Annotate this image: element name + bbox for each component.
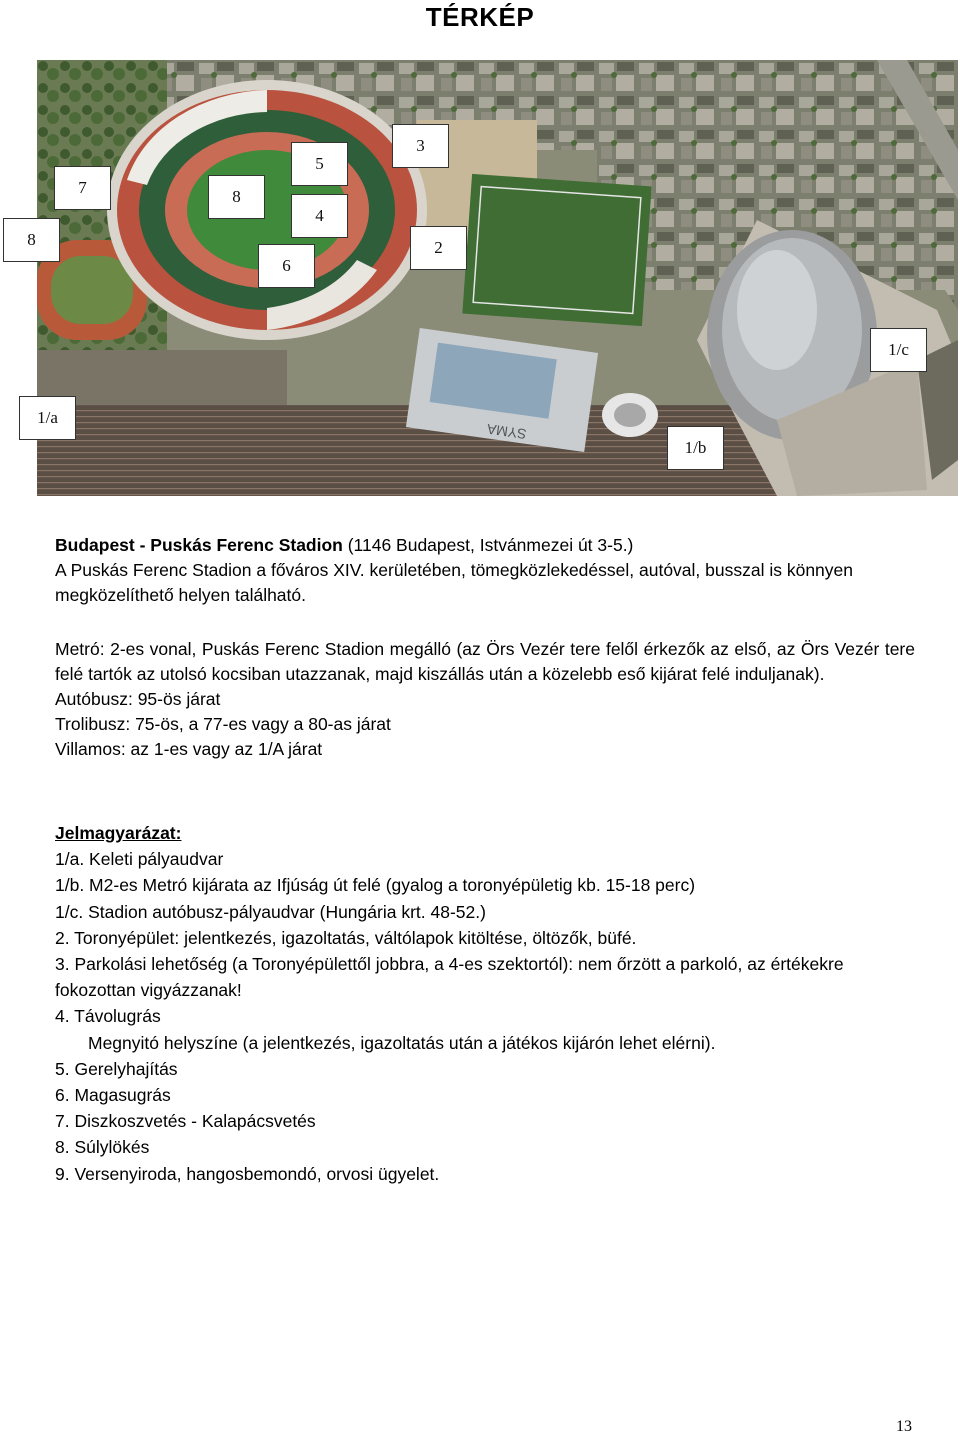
legend-item: 2. Toronyépület: jelentkezés, igazoltatás, váltólapok kitöltése, öltözők, büfé. bbox=[55, 927, 637, 948]
map-label-8: 8 bbox=[208, 175, 265, 219]
venue-address: (1146 Budapest, Istvánmezei út 3-5.) bbox=[342, 535, 634, 555]
bus-info: Autóbusz: 95-ös járat bbox=[55, 689, 221, 709]
legend-item: 5. Gerelyhajítás bbox=[55, 1058, 178, 1079]
map-label-7: 7 bbox=[54, 166, 111, 210]
map-label-5: 5 bbox=[291, 142, 348, 186]
legend-item-sub: Megnyitó helyszíne (a jelentkezés, igazoltatás után a játékos kijárón lehet elérni). bbox=[88, 1032, 716, 1053]
syma-sign: SYMA bbox=[485, 421, 528, 443]
intro-block bbox=[55, 533, 915, 608]
page-title: TÉRKÉP bbox=[425, 2, 535, 32]
tram-info: Villamos: az 1-es vagy az 1/A járat bbox=[55, 739, 323, 759]
intro-line-2: A Puskás Ferenc Stadion a főváros XIV. kerületében, tömegközlekedéssel, autóval, busszal is könnyen bbox=[55, 560, 854, 580]
map-label-8-left: 8 bbox=[3, 218, 60, 262]
legend-item: 4. Távolugrás bbox=[55, 1006, 161, 1027]
legend-item: 1/a. Keleti pályaudvar bbox=[55, 849, 224, 870]
venue-line bbox=[55, 533, 915, 558]
legend-item: 9. Versenyiroda, hangosbemondó, orvosi ügyelet. bbox=[55, 1163, 440, 1184]
map-label-1a: 1/a bbox=[19, 396, 76, 440]
intro-line-3: megközelíthető helyen található. bbox=[55, 585, 306, 605]
legend-item: 3. Parkolási lehetőség (a Toronyépülettől jobbra, a 4-es szektortól): nem őrzött a parkoló, az értékekre fokozottan vigyázzanak! bbox=[55, 954, 844, 1001]
map-label-1c: 1/c bbox=[870, 328, 927, 372]
metro-info: Metró: 2-es vonal, Puskás Ferenc Stadion megálló (az Örs Vezér tere felől érkezők az első, az Örs Vezér tere felé tartók az utolsó kocsiban utazzanak, majd kiszállás után a közelebb eső kijárat felé induljanak). bbox=[55, 639, 915, 684]
page-number: 13 bbox=[896, 1418, 912, 1435]
legend-item: 6. Magasugrás bbox=[55, 1085, 171, 1106]
legend-item: 1/b. M2-es Metró kijárata az Ifjúság út felé (gyalog a toronyépületig kb. 15-18 perc) bbox=[55, 875, 696, 896]
aerial-photo bbox=[37, 60, 958, 496]
legend-item: 1/c. Stadion autóbusz-pályaudvar (Hungária krt. 48-52.) bbox=[55, 901, 486, 922]
map-label-1b: 1/b bbox=[667, 426, 724, 470]
map-label-2: 2 bbox=[410, 226, 467, 270]
venue-name: Budapest - Puskás Ferenc Stadion bbox=[55, 535, 343, 555]
legend-heading: Jelmagyarázat: bbox=[55, 823, 182, 843]
map-label-6: 6 bbox=[258, 244, 315, 288]
map-label-4: 4 bbox=[291, 194, 348, 238]
trolley-info: Trolibusz: 75-ös, a 77-es vagy a 80-as járat bbox=[55, 714, 391, 734]
legend-item: 7. Diszkoszvetés - Kalapácsvetés bbox=[55, 1111, 316, 1132]
map-label-3: 3 bbox=[392, 124, 449, 168]
aerial-map bbox=[37, 60, 958, 496]
legend-block bbox=[55, 820, 915, 1187]
transport-block bbox=[55, 637, 915, 762]
legend-item: 8. Súlylökés bbox=[55, 1137, 150, 1158]
